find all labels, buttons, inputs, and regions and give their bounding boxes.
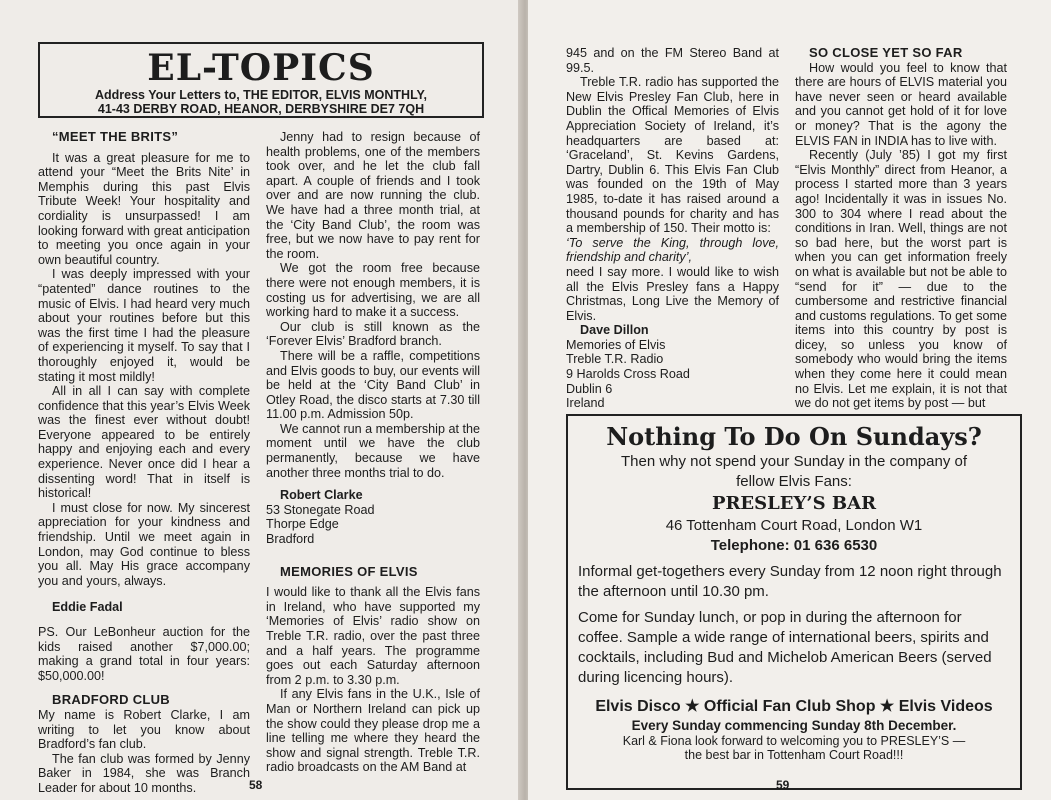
dave-dillon-address: [566, 338, 779, 411]
so-close-para-2: Recently (July ’85) I got my first “Elvis Monthly” direct from Heanor, a process I started more than 3 years ago! Incidentally it was in issues No. 300 to 304 where I read about the conditions in Iran. Well, things are not so bad here, but the worst part is when you can get information freely on what is available but not be able to “send for it” — due to the cumbersome and restrictive financial and customs regulations. To get some items into this country by post is dicey, so unless you know of somebody who would bring the items when they come here it could mean no Elvis. Let me explain, it is not that we do not get items by post — but: [795, 148, 1007, 411]
address-line: Treble T.R. Radio: [566, 352, 664, 367]
meet-para-2: I was deeply impressed with your “patented” dance routines to the music of Elvis. I had heard very much about your routines before but this was the first time I had the pleasure of experiencing it myself. To say that I thoroughly enjoyed it, would be stating it most mildly!: [38, 267, 250, 384]
page-number-right: 59: [776, 778, 790, 792]
robert-clarke-signature: Robert Clarke: [280, 488, 363, 503]
bar-name: PRESLEY’S BAR: [711, 493, 877, 514]
address-line: Thorpe Edge: [266, 517, 339, 532]
robert-clarke-address: [266, 503, 480, 547]
bradford-cont-para-3: Our club is still known as the ‘Forever Elvis’ Bradford branch.: [266, 319, 480, 349]
bradford-club-heading: BRADFORD CLUB: [52, 692, 170, 708]
el-topics-header-box: [38, 42, 484, 118]
bar-address: 46 Tottenham Court Road, London W1: [665, 517, 923, 534]
bradford-cont-para-5: We cannot run a membership at the moment until we have the club permanently, because we have another three months trial to do.: [266, 421, 480, 480]
address-line: Memories of Elvis: [566, 337, 666, 352]
eddie-fadal-signature: Eddie Fadal: [52, 600, 123, 615]
radio-bands-para: 945 and on the FM Stereo Band at 99.5.: [566, 46, 779, 75]
bradford-cont-para-4: There will be a raffle, competitions and Elvis goods to buy, our events will be held at the ‘City Band Club’ in Otley Road, the disco starts at 7.30 till 11.00 p.m. Admission 50p.: [266, 348, 480, 422]
meet-the-brits-heading: “MEET THE BRITS”: [52, 129, 179, 144]
address-line-1: Address Your Letters to, THE EDITOR, ELVIS MONTHLY,: [94, 88, 427, 102]
fan-club-para: Treble T.R. radio has supported the New Elvis Presley Fan Club, here in Dublin the Offical Memories of Elvis Appreciation Society of Ireland, it’s headquarters are based at: ‘Graceland’, St. Kevins Gardens, Dartry, Dublin 6. This Elvis Fan Club was founded on the 19th of May 1985, to-date it has raised around a thousand pounds for charity and has a membership of 150. Their motto is:: [566, 75, 779, 236]
ad-headline: Nothing To Do On Sundays?: [606, 422, 982, 451]
right-column-1: [566, 46, 779, 411]
memories-of-elvis-heading: MEMORIES OF ELVIS: [280, 563, 418, 579]
ad-intro-line-1: Then why not spend your Sunday in the company of: [620, 453, 968, 470]
ad-every-sunday: Every Sunday commencing Sunday 8th December.: [631, 718, 957, 733]
ad-para-1: Informal get-togethers every Sunday from 12 noon right through the afternoon until 10.30 pm.: [578, 563, 1002, 600]
ps-paragraph: PS. Our LeBonheur auction for the kids raised another $7,000.00; making a grand total in four years: $50,000.00!: [38, 625, 250, 683]
so-close-para-1: How would you feel to know that there are hours of ELVIS material you have never seen or heard available and you cannot get hold of it for love or money? That is the agony the ELVIS FAN in INDIA has to live with.: [795, 60, 1007, 148]
bradford-para-2: The fan club was formed by Jenny Baker in 1984, she was Branch Leader for about 10 months.: [38, 751, 250, 795]
meet-para-4: I must close for now. My sincerest appreciation for your kindness and friendship. Until we meet again in London, may God continue to bless you all. May His grace accompany you and yours, always.: [38, 500, 250, 588]
address-line: 53 Stonegate Road: [266, 502, 375, 517]
address-line: Bradford: [266, 532, 315, 547]
bradford-para-1: My name is Robert Clarke, I am writing to let you know about Bradford’s fan club.: [38, 707, 250, 752]
meet-para-1: It was a great pleasure for me to attend your “Meet the Brits Nite’ in Memphis during this past Elvis Tribute Week! Your hospitality and cordiality is unsurpassed! I am looking forward with great anticipation to meeting you once again in your own beautiful country.: [38, 150, 250, 267]
motto-text: ‘To serve the King, through love, friendship and charity’,: [566, 235, 779, 265]
bar-telephone: Telephone: 01 636 6530: [710, 537, 878, 554]
fan-club-para-end: need I say more. I would like to wish all the Elvis Presley fans a Happy Christmas, Long Live the Memory of Elvis.: [566, 264, 779, 323]
bradford-cont-para-2: We got the room free because there were not enough members, it is costing us for advertising, we are all working hard to make it a success.: [266, 261, 480, 320]
address-line-2: 41-43 DERBY ROAD, HEANOR, DERBYSHIRE DE7 7QH: [97, 102, 425, 116]
bradford-cont-para-1: Jenny had to resign because of health problems, one of the members took over, and he let the club fall apart. A couple of friends and I took over and are now running the club. We have had a three month trial, at the ‘City Band Club’, the room was free, but we now have to pay rent for the room.: [266, 130, 480, 261]
presleys-bar-advertisement: [566, 414, 1022, 790]
el-topics-title: EL-TOPICS: [147, 47, 375, 89]
memories-para-2: If any Elvis fans in the U.K., Isle of Man or Northern Ireland can pick up the show could they please drop me a line telling me where they heard the show and signal strength. Treble T.R. radio broadcasts on the AM Band at: [266, 687, 480, 775]
memories-para-1: I would like to thank all the Elvis fans in Ireland, who have supported my ‘Memories of Elvis’ radio show on Treble T.R. radio, over the past three and a half years. The programme goes out each Saturday afternoon from 2 p.m. to 3.30 p.m.: [266, 585, 480, 687]
dave-dillon-signature: Dave Dillon: [580, 323, 649, 338]
address-line: Dublin 6: [566, 381, 613, 396]
ad-para-2: Come for Sunday lunch, or pop in during the afternoon for coffee. Sample a wide range of international beers, spirits and cocktails, including Bud and Michelob American Beers (served during licencing hours).: [578, 609, 992, 686]
ad-welcome-line-2: the best bar in Tottenham Court Road!!!: [684, 748, 904, 762]
left-page: [0, 0, 522, 800]
left-column-1: [38, 130, 250, 796]
right-column-2: [795, 46, 1007, 411]
ad-disco-line: Elvis Disco ★ Official Fan Club Shop ★ Elvis Videos: [595, 698, 993, 715]
ad-intro-line-2: fellow Elvis Fans:: [736, 473, 852, 490]
left-column-2: [266, 130, 480, 775]
ad-welcome-line-1: Karl & Fiona look forward to welcoming you to PRESLEY’S —: [622, 734, 966, 748]
meet-para-3: All in all I can say with complete confidence that this year’s Elvis Week was the finest ever without doubt! Everyone appeared to be entirely happy and enjoying each and every experience. Never once did I hear a dissenting word! That in itself is historical!: [38, 384, 250, 501]
page-number-left: 58: [249, 778, 263, 792]
address-line: Ireland: [566, 396, 605, 411]
address-line: 9 Harolds Cross Road: [566, 367, 690, 382]
so-close-yet-so-far-heading: SO CLOSE YET SO FAR: [809, 45, 963, 60]
